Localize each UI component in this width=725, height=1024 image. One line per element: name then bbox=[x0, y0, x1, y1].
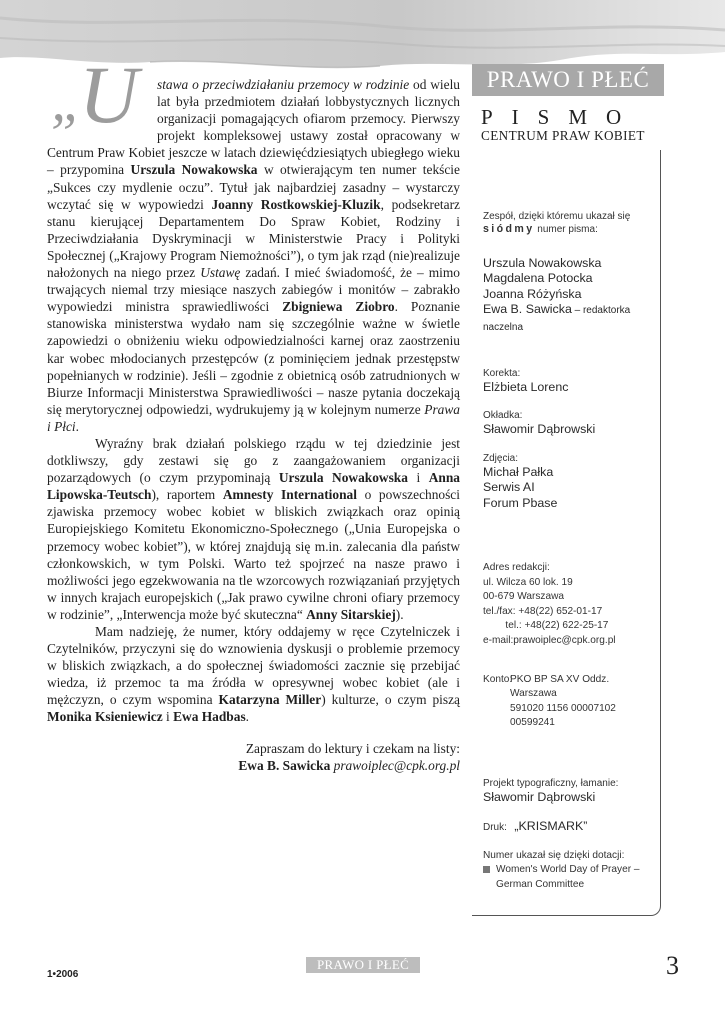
funding-label: Numer ukazał się dzięki dotacji: bbox=[483, 849, 625, 861]
team-member: Magdalena Potocka bbox=[483, 271, 593, 286]
text-run: o powszechności zjawiska przemocy wobec kobiet w bliskich związkach oraz opinią Europiejskiego Komitetu Ekonomiczno-Społecznego („Unia Europejska o przemocy wobec kobiet”), w której znajdują się m.in. zalecania dla państw członkowskich, w tym Polski. Warto też spojrzeć na nasze prawo i możliwości jego egzekwowania na tle wzorcowych rozwiązaniań przyjętych w innych krajach europejskich („Jak prawo cywilne chroni ofiary przemocy w rodzinie”, „Interwencja może być skuteczna“ bbox=[47, 487, 460, 622]
team-member: Urszula Nowakowska bbox=[483, 256, 602, 270]
photo-credit: Forum Pbase bbox=[483, 495, 558, 510]
masthead-pismo: PISMO bbox=[481, 105, 641, 129]
address-line: Adres redakcji: bbox=[483, 562, 550, 574]
bold-name: Anny Sitarskiej bbox=[306, 606, 396, 622]
print-label: Druk: bbox=[483, 822, 507, 834]
editor-role: – redaktorka naczelna bbox=[483, 305, 631, 333]
account-details bbox=[510, 673, 658, 731]
address-line: ul. Wilcza 60 lok. 19 bbox=[483, 576, 573, 588]
text-run: i bbox=[162, 709, 174, 725]
text-run: od wielu lat była przedmiotem działań lobbystycznych licznych organizacji pomagających ofiarom przemocy. Pierwszy projekt kompleksowej ustawy został opracowany w Centrum Praw Kobiet jeszcze w latach dziewięćdziesiątych ubiegłego wieku – przypomina bbox=[47, 77, 460, 178]
proofreading-label: Korekta: bbox=[483, 368, 521, 380]
design-name: Sławomir Dąbrowski bbox=[483, 790, 596, 804]
cover-section bbox=[483, 409, 658, 437]
address-email[interactable]: e-mail:prawoiplec@cpk.org.pl bbox=[483, 635, 616, 647]
funding-item bbox=[483, 863, 658, 892]
signature bbox=[47, 757, 460, 774]
drop-cap-quote bbox=[51, 49, 153, 140]
team-member: Joanna Różyńska bbox=[483, 286, 582, 301]
footer-logo-text: PRAWO I PŁEĆ bbox=[316, 957, 410, 972]
text-run: . bbox=[75, 418, 79, 434]
text-run: zadań. I mieć świadomość, że – mimo trwających niemal trzy miesiące naszych zabiegów i monitów – zabrakło wypowiedzi ministra sprawiedliwości bbox=[47, 265, 460, 315]
issue-ordinal: siódmy bbox=[483, 223, 535, 235]
photos-section bbox=[483, 452, 658, 511]
bold-name: Ewa Hadbas bbox=[173, 709, 246, 725]
funding-item-text: Women's World Day of Prayer – German Committee bbox=[496, 864, 640, 890]
italic-text: stawa o przeciwdziałaniu przemocy w rodzinie bbox=[157, 77, 410, 92]
design-label: Projekt typograficzny, łamanie: bbox=[483, 778, 619, 789]
bold-name: Anna Lipowska-Teutsch bbox=[47, 470, 460, 503]
design-section bbox=[483, 777, 658, 805]
text-run: , podsekretarz stanu kierującej Departamentem Do Spraw Kobiet, Rodziny i Przeciwdziałania Dyskryminacji w Ministerstwie Pracy i Polityki Społecznej („Krajowy Program Niemożności”), o tym jak rząd (nie)realizuje nałożonych na niego przez bbox=[47, 196, 460, 281]
proofreading-name: Elżbieta Lorenc bbox=[483, 380, 569, 395]
address-line: 00-679 Warszawa bbox=[483, 591, 564, 603]
text-run: . Poznanie stanowiska ministerstwa wydało nam się szczególnie ważne w świetle zapowiedzi o obniżeniu wieku odpowiedzialności karnej oraz zaostrzeniu kar wobec młodocianych przestępców (z pominięciem jednak przestępstw popełnianych w rodzinie). Jeśli – zgodnie z obietnicą osób zatrudnionych w Biurze Informacji Ministerstwa Sprawiedliwości – nasze pytania doczekają się merytorycznej odpowiedzi, wydrukujemy ją w kolejnym numerze bbox=[47, 299, 461, 417]
drop-cap-letter: U bbox=[79, 49, 139, 140]
account-row bbox=[483, 673, 658, 731]
editor-name: Ewa B. Sawicka bbox=[483, 302, 572, 317]
italic-text: Ustawę bbox=[200, 265, 241, 281]
text-run: Mam nadzieję, że numer, który oddajemy w ręce Czytelniczek i Czytelników, przyczyni się do wznowienia dyskusji o problemie przemocy w bliskich związkach, a do społecznej świadomości zacznie się przebijać wiedza, iż przemoc ta ma źródła w opresywnej wobec kobiet (ale i mężczyzn, o czym wspomina bbox=[47, 624, 460, 708]
team-intro-text: Zespół, dzięki któremu ukazał się bbox=[483, 211, 631, 222]
team-intro bbox=[483, 210, 658, 236]
bold-name: Urszula Nowakowska bbox=[130, 162, 258, 178]
bold-name: Amnesty International bbox=[222, 487, 357, 503]
paragraph-2 bbox=[47, 435, 460, 623]
cover-name: Sławomir Dąbrowski bbox=[483, 422, 596, 437]
text-run: i bbox=[407, 470, 429, 486]
bold-name: Joanny Rostkowskiej-Kluzik bbox=[211, 196, 381, 212]
text-run: ). bbox=[395, 606, 404, 622]
address-section bbox=[483, 561, 658, 649]
print-section bbox=[483, 819, 658, 834]
account-section bbox=[483, 673, 658, 731]
bold-name: Katarzyna Miller bbox=[218, 692, 322, 708]
editorial-article bbox=[47, 49, 461, 774]
text-run: Wyraźny brak działań polskiego rządu w tej dziedzinie jest dotkliwszy, gdy zestawi się go z zaangażowaniem organizacji pozarządowych (o czym przypominają bbox=[47, 435, 460, 486]
masthead-title: PRAWO I PŁEĆ bbox=[486, 67, 650, 92]
italic-text: Prawa i Płci bbox=[47, 401, 460, 434]
text-run: ), raportem bbox=[151, 487, 223, 503]
signature-name: Ewa B. Sawicka bbox=[238, 757, 331, 773]
text-run: ) kulturze, o czym piszą bbox=[321, 692, 460, 708]
text-run: w otwierającym ten numer tekście „Sukces czy mydlenie oczu”. Tytuł jak najbardziej zasadny – wystarczy wczytać się w wypowiedzi bbox=[47, 162, 460, 212]
issue-number: 1•2006 bbox=[47, 969, 79, 980]
paragraph-3 bbox=[47, 623, 460, 726]
masthead-organization: CENTRUM PRAW KOBIET bbox=[481, 128, 645, 143]
account-number: 591020 1156 00007102 00599241 bbox=[510, 702, 616, 729]
account-bank: PKO BP SA XV Oddz. Warszawa bbox=[510, 673, 610, 700]
photos-label: Zdjęcia: bbox=[483, 452, 519, 464]
photo-credit: Serwis AI bbox=[483, 480, 535, 495]
footer-logo bbox=[306, 957, 420, 973]
team-intro-text-2: numer pisma: bbox=[534, 224, 598, 235]
address-line: tel.: +48(22) 622-25-17 bbox=[483, 620, 609, 632]
bold-name: Zbigniewa Ziobro bbox=[282, 299, 395, 315]
bullet-square-icon bbox=[483, 866, 490, 873]
closing-line: Zapraszam do lektury i czekam na listy: bbox=[245, 740, 460, 756]
account-label: Konto: bbox=[483, 673, 513, 685]
team-editor bbox=[483, 302, 658, 335]
opening-quote-mark: „ bbox=[51, 68, 84, 133]
print-name: „KRISMARK” bbox=[514, 819, 588, 834]
cover-label: Okładka: bbox=[483, 410, 523, 422]
text-run: . bbox=[245, 709, 250, 725]
team-section bbox=[483, 210, 658, 335]
bold-name: Urszula Nowakowska bbox=[278, 470, 408, 486]
signature-email[interactable]: prawoiplec@cpk.org.pl bbox=[333, 757, 460, 773]
sidebar-credits bbox=[483, 210, 658, 907]
proofreading-section bbox=[483, 367, 658, 395]
page-number: 3 bbox=[666, 951, 679, 980]
photo-credit: Michał Pałka bbox=[483, 464, 554, 479]
closing-block bbox=[47, 740, 460, 774]
address-line: tel./fax: +48(22) 652-01-17 bbox=[483, 605, 603, 617]
funding-section bbox=[483, 849, 658, 893]
bold-name: Monika Ksieniewicz bbox=[47, 709, 163, 725]
